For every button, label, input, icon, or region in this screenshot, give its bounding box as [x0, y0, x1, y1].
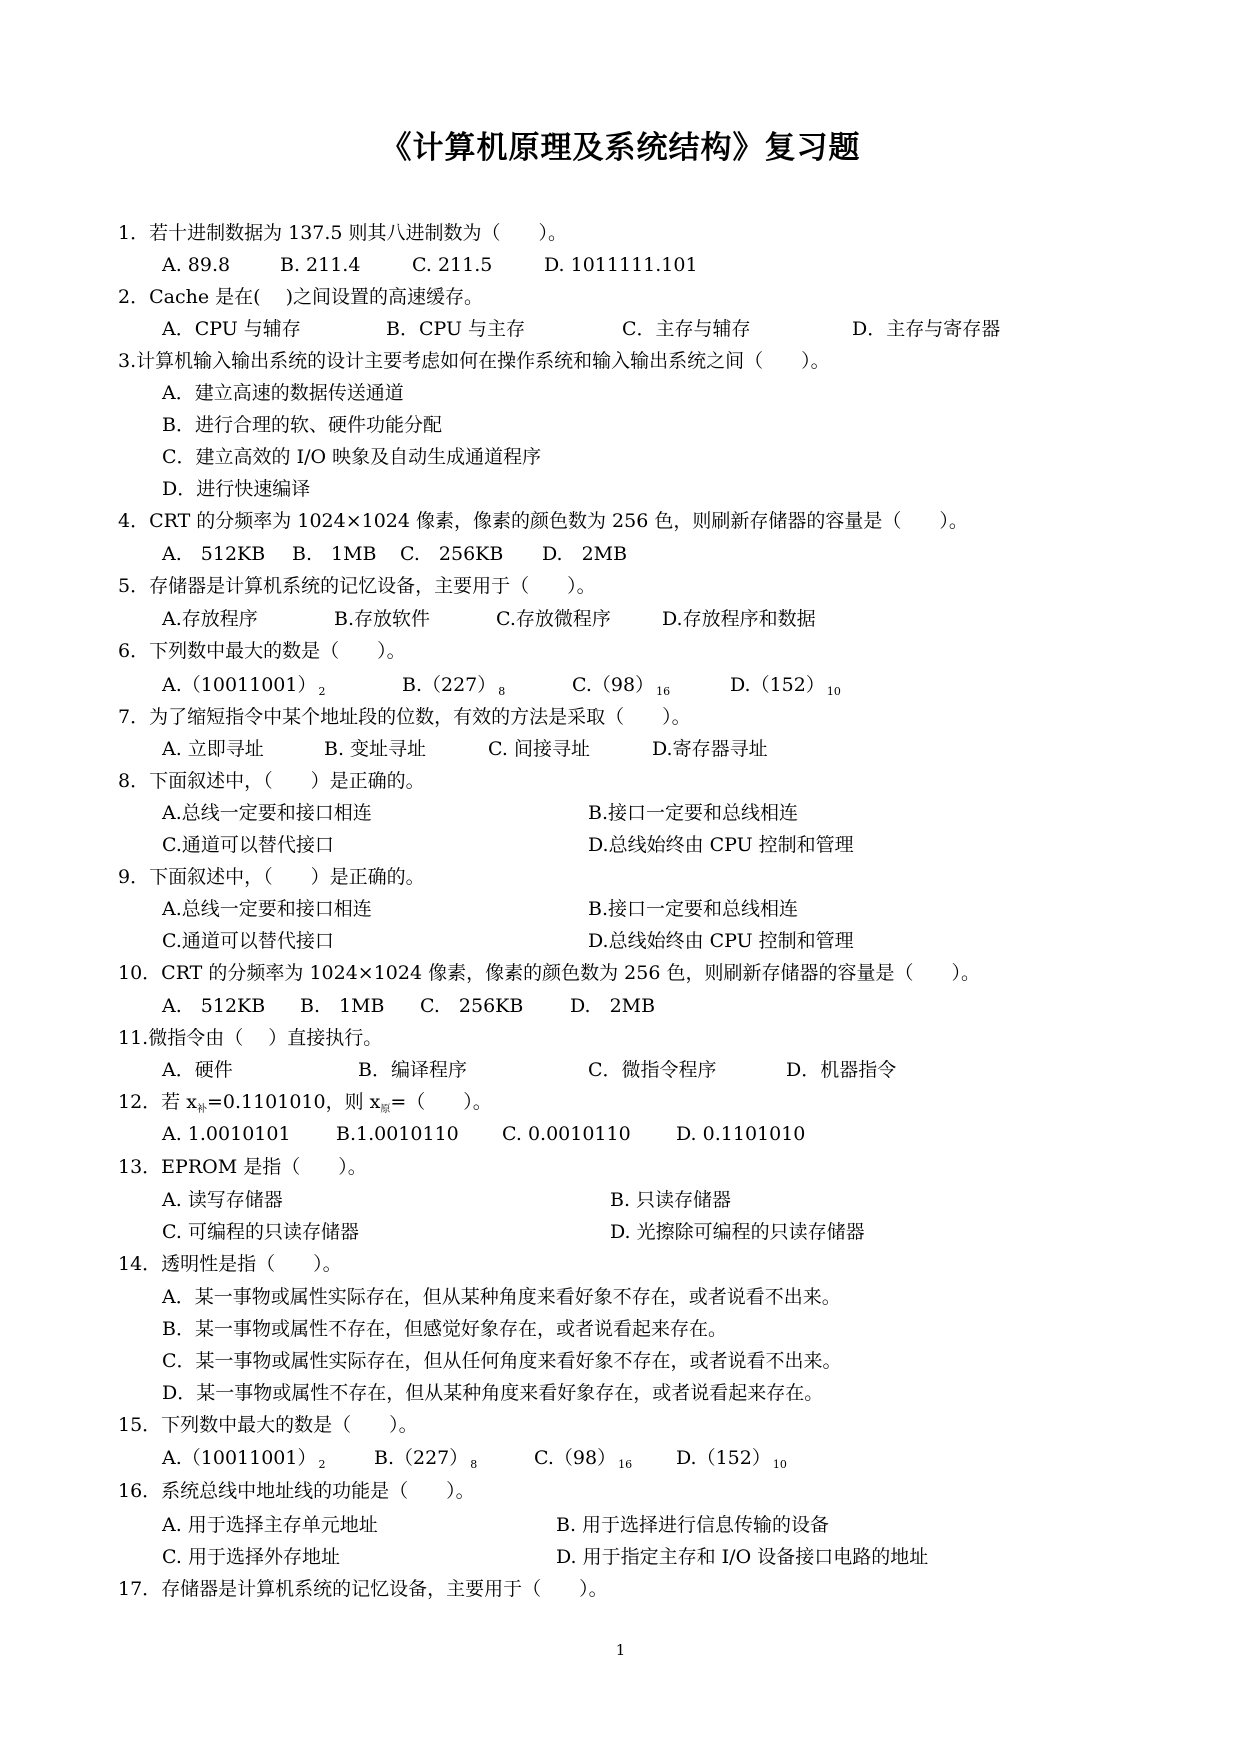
question-8-options-row1	[162, 800, 1122, 826]
option-b: B.1.0010110	[336, 1123, 459, 1145]
option-d: D. 2MB	[570, 995, 656, 1017]
option-d: D. 0.1101010	[676, 1123, 806, 1145]
option-c: C.（98） $_{16}$	[534, 1447, 633, 1471]
option-b: B．CPU 与主存	[386, 318, 526, 340]
option-c: C. 用于选择外存地址	[162, 1546, 340, 1568]
option-b: B.接口一定要和总线相连	[588, 802, 799, 824]
question-17: 17．存储器是计算机系统的记忆设备，主要用于（ ）。	[118, 1578, 608, 1600]
option-b: B.存放软件	[334, 608, 431, 630]
option-d: D．某一事物或属性不存在，但从某种角度来看好象存在，或者说看起来存在。	[162, 1382, 824, 1404]
question-12: 12．若 $x_补=0.1101010$，则 $x_原=$（ ）。	[118, 1091, 492, 1115]
option-d: D. 用于指定主存和 I/O 设备接口电路的地址	[556, 1546, 929, 1568]
option-a: A. 512KB	[162, 995, 266, 1017]
question-13-options-row2	[162, 1219, 1122, 1245]
option-a: A. 读写存储器	[162, 1189, 283, 1211]
option-b: B. 1MB	[300, 995, 385, 1017]
question-15-options	[162, 1445, 1122, 1471]
option-c: C．某一事物或属性实际存在，但从任何角度来看好象不存在，或者说看不出来。	[162, 1350, 842, 1372]
option-d: D．机器指令	[786, 1059, 897, 1081]
question-10: 10．CRT 的分频率为 1024×1024 像素，像素的颜色数为 256 色，则刷新存储器的容量是（ ）。	[118, 962, 980, 984]
page-title: 《计算机原理及系统结构》复习题	[380, 130, 861, 166]
question-1-options	[162, 252, 1122, 278]
question-8: 8．下面叙述中，（ ）是正确的。	[118, 770, 425, 792]
option-d: D.总线始终由 CPU 控制和管理	[588, 834, 854, 856]
option-a: A.（10011001） $_2$	[162, 674, 326, 698]
question-4: 4．CRT 的分频率为 1024×1024 像素，像素的颜色数为 256 色，则刷新存储器的容量是（ ）。	[118, 510, 968, 532]
option-a: A. 用于选择主存单元地址	[162, 1514, 378, 1536]
question-12-options	[162, 1121, 1122, 1147]
question-15: 15．下列数中最大的数是（ ）。	[118, 1414, 418, 1436]
option-d: D. 1011111.101	[544, 254, 698, 276]
option-d: D.存放程序和数据	[662, 608, 816, 630]
option-b: B. 1MB	[292, 543, 377, 565]
option-c: C．微指令程序	[588, 1059, 717, 1081]
question-16-options-row2	[162, 1544, 1122, 1570]
question-2: 2．Cache 是在( )之间设置的高速缓存。	[118, 286, 483, 308]
option-c: C. 256KB	[420, 995, 524, 1017]
option-d: D.总线始终由 CPU 控制和管理	[588, 930, 854, 952]
question-16-options-row1	[162, 1512, 1122, 1538]
option-a: A. 立即寻址	[162, 738, 264, 760]
option-d: D．主存与寄存器	[852, 318, 1001, 340]
question-13: 13．EPROM 是指（ ）。	[118, 1156, 367, 1178]
option-a: A.（10011001） $_2$	[162, 1447, 326, 1471]
option-a: A．硬件	[162, 1059, 233, 1081]
question-11-options	[162, 1057, 1122, 1083]
option-b: B．进行合理的软、硬件功能分配	[162, 414, 442, 436]
question-16: 16．系统总线中地址线的功能是（ ）。	[118, 1480, 475, 1502]
option-c: C.通道可以替代接口	[162, 930, 334, 952]
option-b: B．编译程序	[358, 1059, 467, 1081]
page-number: 1	[615, 1641, 626, 1659]
question-4-options	[162, 541, 1122, 567]
option-b: B. 只读存储器	[610, 1189, 732, 1211]
question-2-options	[162, 316, 1122, 342]
question-9-options-row1	[162, 896, 1122, 922]
option-c: C.通道可以替代接口	[162, 834, 334, 856]
option-d: D.（152） $_{10}$	[730, 674, 841, 698]
option-d: D．进行快速编译	[162, 478, 311, 500]
option-b: B. 变址寻址	[324, 738, 427, 760]
question-5-options	[162, 606, 1122, 632]
question-8-options-row2	[162, 832, 1122, 858]
option-a: A．CPU 与辅存	[162, 318, 301, 340]
question-13-options-row1	[162, 1187, 1122, 1213]
option-d: D.（152） $_{10}$	[676, 1447, 787, 1471]
option-a: A.总线一定要和接口相连	[162, 898, 372, 920]
option-b: B. 211.4	[280, 254, 361, 276]
question-14: 14．透明性是指（ ）。	[118, 1253, 342, 1275]
option-c: C. 可编程的只读存储器	[162, 1221, 359, 1243]
question-10-options	[162, 993, 1122, 1019]
option-c: C．建立高效的 I/O 映象及自动生成通道程序	[162, 446, 542, 468]
option-a: A．某一事物或属性实际存在，但从某种角度来看好象不存在，或者说看不出来。	[162, 1286, 841, 1308]
question-9: 9．下面叙述中，（ ）是正确的。	[118, 866, 425, 888]
option-d: D. 光擦除可编程的只读存储器	[610, 1221, 865, 1243]
option-d: D. 2MB	[542, 543, 628, 565]
option-a: A．建立高速的数据传送通道	[162, 382, 404, 404]
option-a: A.存放程序	[162, 608, 258, 630]
option-a: A. 1.0010101	[162, 1123, 291, 1145]
option-c: C. 211.5	[412, 254, 493, 276]
option-c: C. 256KB	[400, 543, 504, 565]
option-c: C.（98） $_{16}$	[572, 674, 671, 698]
option-b: B.接口一定要和总线相连	[588, 898, 799, 920]
option-b: B.（227） $_8$	[402, 674, 506, 698]
option-c: C.存放微程序	[496, 608, 611, 630]
option-a: A. 512KB	[162, 543, 266, 565]
question-6-options	[162, 672, 1122, 698]
question-5: 5．存储器是计算机系统的记忆设备，主要用于（ ）。	[118, 575, 596, 597]
option-d: D.寄存器寻址	[652, 738, 768, 760]
option-c: C．主存与辅存	[622, 318, 751, 340]
option-b: B．某一事物或属性不存在，但感觉好象存在，或者说看起来存在。	[162, 1318, 727, 1340]
question-11: 11.微指令由（ ）直接执行。	[118, 1027, 383, 1049]
option-a: A.总线一定要和接口相连	[162, 802, 372, 824]
option-b: B.（227） $_8$	[374, 1447, 478, 1471]
question-6: 6．下列数中最大的数是（ ）。	[118, 640, 406, 662]
question-1: 1．若十进制数据为 137.5 则其八进制数为（ ）。	[118, 222, 568, 244]
option-b: B. 用于选择进行信息传输的设备	[556, 1514, 830, 1536]
question-3: 3.计算机输入输出系统的设计主要考虑如何在操作系统和输入输出系统之间（ ）。	[118, 350, 830, 372]
option-c: C. 间接寻址	[488, 738, 590, 760]
option-c: C. 0.0010110	[502, 1123, 631, 1145]
question-7-options	[162, 736, 1122, 762]
question-9-options-row2	[162, 928, 1122, 954]
question-7: 7．为了缩短指令中某个地址段的位数，有效的方法是采取（ ）。	[118, 706, 691, 728]
option-a: A. 89.8	[162, 254, 231, 276]
